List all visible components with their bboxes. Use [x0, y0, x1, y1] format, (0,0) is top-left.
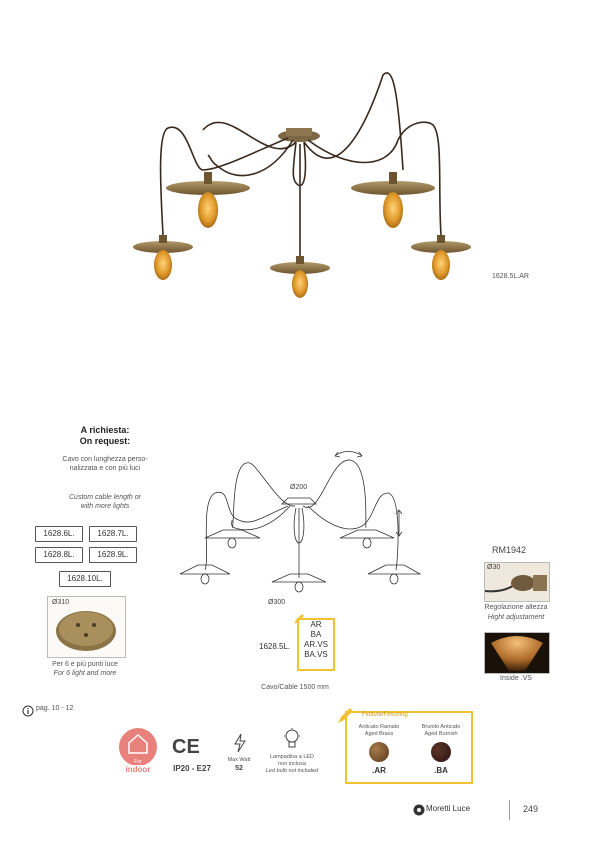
- finish-ar-code: .AR: [372, 766, 386, 775]
- chandelier-photo-graphic: [108, 60, 490, 318]
- led-note-it-1: Lampadina a LED: [269, 754, 315, 760]
- inside-shade-graphic: [485, 633, 549, 673]
- finish-ba-name-it: Brunito Anticato: [421, 724, 461, 730]
- finishing-title: Finiture/Finishing: [362, 712, 408, 718]
- max-watt-label: Max Watt: [227, 757, 251, 763]
- brand-logo-icon: [413, 803, 425, 821]
- canopy-dimension: Ø200: [290, 484, 308, 491]
- request-title-it: A richiesta:: [80, 425, 130, 435]
- code-6l: 1628.6L.: [35, 526, 83, 542]
- request-desc-it: [20, 455, 190, 473]
- finish-ar-name-it: Anticato Ramato: [358, 724, 400, 730]
- led-bulb-icon: [283, 728, 301, 755]
- photo-product-code: 1628.5L.AR: [492, 273, 529, 280]
- rosette-image: [47, 596, 126, 658]
- page-number: 249: [523, 804, 539, 814]
- accessory-code: RM1942: [492, 545, 527, 555]
- finish-option-ar-vs: AR.VS: [303, 640, 328, 649]
- rosette-graphic: [48, 597, 125, 657]
- finish-option-ba: BA: [310, 630, 322, 639]
- finish-ar-names: [349, 724, 409, 738]
- finish-ba-swatch: [431, 742, 451, 762]
- technical-drawing: [170, 448, 430, 618]
- finish-ba-name-en: Aged Burnish: [424, 731, 458, 737]
- request-desc-en-line1: Custom cable length or: [69, 494, 141, 501]
- cable-length: Cavo/Cable 1500 mm: [261, 684, 329, 691]
- led-note-it-2: non inclusa: [278, 761, 306, 767]
- product-photo: [108, 60, 490, 318]
- lightning-icon: [233, 733, 247, 758]
- accessory-caption-it: Regolazione altezza: [484, 604, 548, 611]
- footer-divider: [509, 800, 510, 820]
- finish-options-box: [297, 618, 335, 671]
- accessory-caption-en: Hight adjustament: [487, 614, 545, 621]
- finish-option-ba-vs: BA.VS: [304, 650, 328, 659]
- finish-ba-code: .BA: [434, 766, 448, 775]
- request-desc-it-line1: Cavo con lunghezza perso-: [62, 456, 148, 463]
- finish-option-ar: AR: [310, 620, 322, 629]
- chandelier-line-drawing: [170, 448, 430, 618]
- led-note-en: Led bulb not included: [265, 768, 319, 774]
- indoor-icon: [117, 727, 159, 775]
- code-10l: 1628.10L.: [59, 571, 111, 587]
- indoor-label: indoor: [117, 765, 159, 774]
- code-9l: 1628.9L.: [89, 547, 137, 563]
- rosette-dimension: Ø310: [52, 599, 70, 606]
- ce-mark-icon: CE: [172, 736, 200, 758]
- indoor-small-label: For: [134, 759, 142, 765]
- request-desc-en: [20, 493, 190, 511]
- shade-dimension: Ø300: [268, 599, 286, 606]
- request-title-en: On request:: [79, 436, 131, 446]
- rosette-caption-en: For 6 light and more: [53, 670, 117, 677]
- accessory-image: [484, 562, 550, 602]
- accessory-caption: [466, 603, 566, 623]
- footer-brand: Moretti Luce: [426, 804, 471, 813]
- finish-ar-swatch: [369, 742, 389, 762]
- led-note: [261, 754, 323, 775]
- inside-finish-image: [484, 632, 550, 674]
- page-reference: pag. 10 - 12: [36, 705, 74, 712]
- request-title: [20, 425, 190, 447]
- max-watt-value: 52: [235, 765, 243, 772]
- ip-rating: IP20 - E27: [173, 764, 211, 773]
- drawing-main-code: 1628.5L.: [259, 642, 291, 651]
- finish-ba-names: [411, 724, 471, 738]
- rosette-caption: [20, 660, 150, 678]
- code-7l: 1628.7L.: [89, 526, 137, 542]
- finish-ar-name-en: Aged Brass: [364, 731, 394, 737]
- inside-caption: Inside .VS: [500, 675, 532, 682]
- code-8l: 1628.8L.: [35, 547, 83, 563]
- request-desc-it-line2: nalizzata e con più luci: [69, 465, 141, 472]
- request-desc-en-line2: with more lights: [80, 503, 130, 510]
- info-icon: [22, 704, 34, 722]
- accessory-dimension: Ø30: [487, 564, 501, 571]
- rosette-caption-it: Per 6 e più punti luce: [52, 661, 118, 668]
